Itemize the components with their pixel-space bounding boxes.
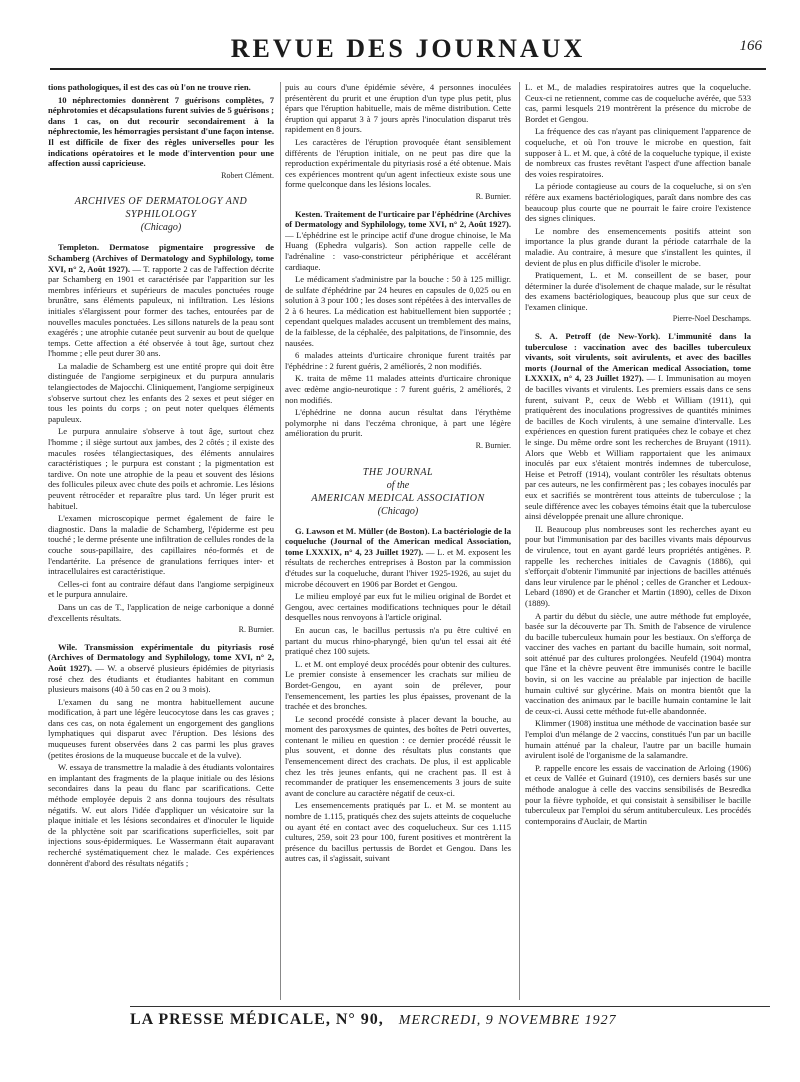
article-lead: Wile. Transmission expérimentale du pityriasis rosé (Archives of Dermatology and Syphilology, tome XVI, n° 2, Août 1927). [48, 641, 274, 673]
column-left [48, 82, 274, 1000]
author-signature: R. Burnier. [475, 441, 511, 450]
section-title: ARCHIVES OF DERMATOLOGY AND SYPHILOLOGY [74, 196, 248, 221]
article-lead: Kesten. Traitement de l'urticaire par l'éphédrine (Archives of Dermatology and Syphilology, tome XVI, n° 2, Août 1927). [285, 208, 511, 230]
article-paragraph [285, 209, 511, 273]
page-footer [130, 1006, 770, 1029]
article-text: — L'éphédrine est le principe actif d'une drogue chinoise, le Ma Huang (Ephedra vulgaris). Son action rappelle celle de l'adrénaline : vaso-constricteur périphérique et accélérant cardiaque. [285, 229, 511, 272]
section-title: AMERICAN MEDICAL ASSOCIATION [311, 492, 485, 504]
article-paragraph: Le purpura annulaire s'observe à tout âge, surtout chez l'homme ; il siège surtout aux jambes, des 2 côtés ; il existe des macules rosées télangiectasiques, des éléments annulaires caractéristiques ; le purpura est constant ; la pigmentation est tardive. On note une atrophie de la peau et souvent des lésions des follicules pileux avec chute des poils et achromie. Les lésions peuvent rétrocéder et reparaître plus tard. Un léger prurit est habituel. [48, 426, 274, 511]
section-title: of the [386, 479, 410, 491]
article-paragraph: Le second procédé consiste à placer devant la bouche, au moment des paroxysmes de quintes, des boîtes de Petri ouvertes, contenant le milieu en question : ce dernier procédé réussit le plus souvent, et donne des résultats plus constants que l'ensemencement direct des crachats. De plus, il est applicable chez les très jeunes enfants, qui ne crachent pas. Il est à recommander de pratiquer les ensemencements 3 jours de suite avant de conclure au caractère négatif de ceux-ci. [285, 713, 511, 798]
article-paragraph [285, 526, 511, 590]
footer-date: MERCREDI, 9 NOVEMBRE 1927 [398, 1013, 617, 1028]
author-signature: R. Burnier. [238, 625, 274, 635]
article-text: — I. Immunisation au moyen de bacilles vivants et virulents. Les premiers essais dans ce sens furent, suivant P., ceux de Webb et William (1911), qui pratiquèrent des inoculations progressives de quantités minimes de bacilles de Koch virulents, à une semaine d'intervalle. Les expériences en question furent pratiquées chez le cobaye et chez le singe. Du même ordre sont les recherches de Bruyant (1911). Alors que Webb et William rapportaient que les animaux inoculés par eux s'étaient montrés indemnes de tuberculose, Heise et Petroff (1914), voulant contrôler les résultats obtenus par ces auteurs, ne les confirmèrent pas ; les cobayes inoculés par eux et sacrifiés se montrèrent tous atteints de tuberculose ; la seule différence avec les cobayes témoins était que la tuberculose ainsi développée prenait une allure chronique. [525, 373, 751, 522]
article-paragraph: L'éphédrine ne donna aucun résultat dans l'érythème polymorphe ni dans l'eczéma chronique, à part une légère amélioration du prurit. [285, 407, 511, 439]
paragraph: Le nombre des ensemencements positifs atteint son importance la plus grande durant la période catarrhale de la maladie. Au contraire, à mesure que s'installent les quintes, il devient de plus en plus difficile d'isoler le microbe. [525, 225, 751, 268]
paragraph: tions pathologiques, il est des cas où l'on ne trouve rien. [48, 82, 251, 92]
article-paragraph [48, 642, 274, 695]
section-city: (Chicago) [377, 505, 419, 517]
article-paragraph: 6 malades atteints d'urticaire chronique furent traités par l'éphédrine : 2 furent guéris, 2 améliorés, 2 non modifiés. [285, 350, 511, 371]
column-divider [280, 82, 281, 1000]
article-paragraph: K. traita de même 11 malades atteints d'urticaire chronique avec œdème angio-neurotique : 7 furent guéris, 2 améliorés, 2 non modifiés. [285, 373, 511, 405]
section-city: (Chicago) [140, 222, 182, 234]
paragraph: Les caractères de l'éruption provoquée étant sensiblement différents de l'éruption initiale, on ne peut pas dire que la reproduction expérimentale du pityriasis rosé a été obtenue. Mais ces expériences montrent qu'un agent infectieux existe sous une forme quelconque dans les lésions locales. [285, 136, 511, 190]
article-paragraph [525, 331, 751, 522]
article-paragraph: Le médicament s'administre par la bouche : 50 à 125 milligr. de sulfate d'éphédrine par 24 heures en capsules de 0,025 ou en solution à 3 pour 100 ; les doses sont répétées à des intervalles de 2 à 6 heures. La médication est habituellement bien supportée ; cependant quelques malades accusent un tremblement des mains, de la faiblesse, de la céphalée, des palpitations, de l'insomnie, des nausées. [285, 274, 511, 348]
header-rule [50, 68, 766, 70]
article-paragraph: Les ensemencements pratiqués par L. et M. se montent au nombre de 1.115, pratiqués chez des sujets atteints de coqueluche ou ayant été en contact avec des coquelucheux. Sur ces 1.115 cultures, 259, soit 23 pour 100, furent positives et montrèrent la présence du bacillus pertussis de Bordet et Gengou. Dans les autres cas, il s'agissait, suivant [285, 800, 511, 864]
page-number: 166 [739, 38, 762, 54]
section-heading [285, 466, 511, 518]
article-paragraph: En aucun cas, le bacillus pertussis n'a pu être cultivé en partant du mucus rhino-pharyngé, bien qu'un tel essai ait été pratiqué chez 100 sujets. [285, 624, 511, 657]
journal-section-title: REVUE DES JOURNAUX [230, 34, 586, 63]
paragraph: 10 néphrectomies donnèrent 7 guérisons complètes, 7 néphrotomies et décapsulations furent suivies de 5 guérisons ; dans 1 cas, on dut recourir secondairement à la néphrectomie, les hémorragies persistant d'une façon intense. Il est difficile de fixer des règles universelles pour les indications opératoires et le mode d'intervention pour une affection aussi capricieuse. [48, 94, 274, 169]
article-paragraph: L. et M. ont employé deux procédés pour obtenir des cultures. Le premier consiste à ensemencer les crachats sur milieu de Bordet-Gengou, en ayant soin de prélever, pour l'ensemencement, les parties les plus épaisses, provenant de la trachée et des bronches. [285, 658, 511, 712]
article-paragraph: A partir du début du siècle, une autre méthode fut employée, basée sur la découverte par Th. Smith de l'absence de virulence du bacille tuberculeux humain pour les bestiaux. On s'efforça de vacciner des vaches en partant du bacille humain, soit normal, soit atténué par des cultures prolongées. Neufeld (1904) montra que l'âne et la chèvre peuvent être immunisés contre le bacille bovin, si on les vaccine au préalable par injection de bacille humain cultivé sur glycérine. Mais on montra bientôt que la vaccination des animaux par le bacille humain contamine le lait de ceux-ci. Aussi cette méthode fut-elle abandonnée. [525, 610, 751, 716]
author-signature: Pierre-Noel Deschamps. [672, 314, 751, 324]
article-lead: Templeton. Dermatose pigmentaire progressive de Schamberg (Archives of Dermatology and Syphilology, tome XVI, n° 2, Août 1927). [48, 242, 274, 274]
author-signature: R. Burnier. [475, 191, 511, 201]
section-title: THE JOURNAL [362, 466, 434, 478]
article-paragraph: Dans un cas de T., l'application de neige carbonique a donné d'excellents résultats. [48, 601, 274, 623]
article-paragraph: P. rappelle encore les essais de vaccination de Arloing (1906) et ceux de Vallée et Guinard (1910), ces derniers basés sur une méthode analogue à celle des vaccins sensibilisés de Besredka pour la fièvre typhoïde, et qui consistait à sensibiliser le bacille tuberculeux par l'emploi du sérum antituberculeux. Les procédés contemporains d'Auclair, de Martin [525, 762, 751, 826]
article-paragraph: Celles-ci font au contraire défaut dans l'angiome serpigineux et le purpura annulaire. [48, 578, 274, 600]
article-text: — L. et M. exposent les résultats de recherches entreprises à Boston par la commission d'études sur la coqueluche, durant l'hiver 1925-1926, au sujet du microbe découvert en 1906 par Bordet et Gengou. [285, 546, 511, 589]
paragraph: Pratiquement, L. et M. conseillent de se baser, pour déterminer la durée d'isolement de chaque malade, sur le résultat des examens bactériologiques, beaucoup plus que sur ceux de l'examen clinique. [525, 270, 751, 312]
article-lead: G. Lawson et M. Müller (de Boston). La bactériologie de la coqueluche (Journal of the American medical Association, tome LXXXIX, n° 4, 23 Juillet 1927). [285, 525, 511, 557]
article-paragraph [48, 242, 274, 359]
paragraph: La fréquence des cas n'ayant pas cliniquement l'apparence de coqueluche, et où l'on trouve le microbe en question, fait supposer à L. et M. que, à côté de la coqueluche typique, il existe de nombreux cas frustes revêtant l'aspect d'une affection banale des voies respiratoires. [525, 126, 751, 179]
paragraph: puis au cours d'une épidémie sévère, 4 personnes inoculées présentèrent du prurit et une éruption d'un type plus petit, plus épars que l'éruption habituelle, mais de même distribution. Cette éruption qui apparut 3 à 7 jours après l'inoculation disparut très rapidement en 8 jours. [285, 82, 511, 135]
article-paragraph: Klimmer (1908) institua une méthode de vaccination basée sur l'emploi d'un mélange de 2 vaccins, constitués l'un par un bacille humain atténué par la chaleur, l'autre par un bacille humain avirulent isolé de l'organisme de la salamandre. [525, 718, 751, 761]
paragraph: La période contagieuse au cours de la coqueluche, si on s'en réfère aux examens bactériologiques, paraît dans nombre des cas beaucoup plus courte que ne pourrait le faire croire l'existence des signes cliniques. [525, 181, 751, 224]
article-text: — W. a observé plusieurs épidémies de pityriasis rosé chez des étudiants et étudiantes habitant en commun plusieurs maisons (40 à 50 cas en 2 ou 3 mois). [48, 662, 274, 695]
article-paragraph: Le milieu employé par eux fut le milieu original de Bordet et Gengou, avec certaines modifications techniques pour le détail desquelles nous renvoyons à l'article original. [285, 591, 511, 623]
section-heading [48, 195, 274, 234]
article-paragraph: L'examen du sang ne montra habituellement aucune modification, à part une légère leucocytose dans les cas graves ; dans ces cas, on nota également un engorgement des ganglions lymphatiques qui disparut avec l'éruption. Des lésions des muqueuses furent observées dans 2 cas parmi les plus graves (petites érosions de la muqueuse buccale et de la vulve). [48, 696, 274, 760]
article-paragraph: II. Beaucoup plus nombreuses sont les recherches ayant eu pour but l'immunisation par des bacilles vivants mais dépourvus de virulence, tout en ayant gardé leurs propriétés antigènes. P. rappelle les recherches initiales de Cavagnis (1886), qui s'efforçait d'obtenir l'immunité par injections de bacilles atténués dans leur virulence par le phénol ; celles de Grancher et Ledoux-Lebard (1890) et de Grancher et Martin (1890), celles de Dixon (1889). [525, 523, 751, 608]
article-paragraph: L'examen microscopique permet également de faire le diagnostic. Dans la maladie de Schamberg, l'épiderme est peu touché ; le derme présente une infiltration de cellules rondes de la couche sous-papillaire, des capillaires néo-formés et de l'endartérite. La présence de granulations ferriques inter- et intracellulaires est caractéristique. [48, 513, 274, 577]
column-middle [285, 82, 511, 1000]
paragraph: L. et M., de maladies respiratoires autres que la coqueluche. Ceux-ci ne retiennent, comme cas de coqueluche avérée, que 533 cas, parmi lesquels 219 montrèrent la présence du microbe de Bordet et Gengou. [525, 82, 751, 124]
page-header [50, 28, 766, 68]
article-paragraph: W. essaya de transmettre la maladie à des étudiants volontaires en implantant des fragments de la plaque initiale ou des lésions secondaires dans la peau du flanc par scarifications. Cette méthode employée depuis 2 ans donna toujours des résultats négatifs. W. eut alors l'idée d'appliquer un vésicatoire sur la plaque initiale et les lésions secondaires et d'inoculer le liquide de la phlyctène soit par scarifications superficielles, soit par injections sous-épidermiques. Le Wassermann était auparavant recherché systématiquement chez le malade. Ces expériences donnèrent d'abord des résultats négatifs ; [48, 762, 274, 868]
article-text: — T. rapporte 2 cas de l'affection décrite par Schamberg en 1901 et caractérisée par l'apparition sur les membres inférieurs et supérieurs de macules ponctuées rouge brunâtre, sans éléments papuleux, ni infiltration. Les lésions initiales s'élargissent pour former des taches, entourées par de nouvelles macules ponctuées. Les sillons naturels de la peau sont exagérés ; une atrophie cutanée peut survenir au bout de quelque temps. Cette affection a été observée à tout âge, surtout chez l'homme ; elle peut durer 30 ans. [48, 263, 274, 359]
article-paragraph: La maladie de Schamberg est une entité propre qui doit être distinguée de l'angiome serpigineux et du purpura annularis telangiectodes de Majocchi. Cliniquement, l'angiome serpigineux s'observe surtout chez les enfants des 2 sexes et peut siéger en tous les points du corps ; on peut noter quelques éléments papuleux. [48, 360, 274, 424]
author-signature: Robert Clément. [221, 170, 274, 180]
column-divider [519, 82, 520, 1000]
column-right [525, 82, 751, 1000]
footer-journal-name: LA PRESSE MÉDICALE, N° 90, [130, 1011, 384, 1028]
article-lead: S. A. Petroff (de New-York). L'immunité dans la tuberculose : vaccination avec des bacilles tuberculeux vivants, soit virulents, soit avirulents, et avec des bacilles morts (Journal of the American medical Association, tome LXXXIX, n° 4, 23 Juillet 1927). [525, 331, 751, 384]
